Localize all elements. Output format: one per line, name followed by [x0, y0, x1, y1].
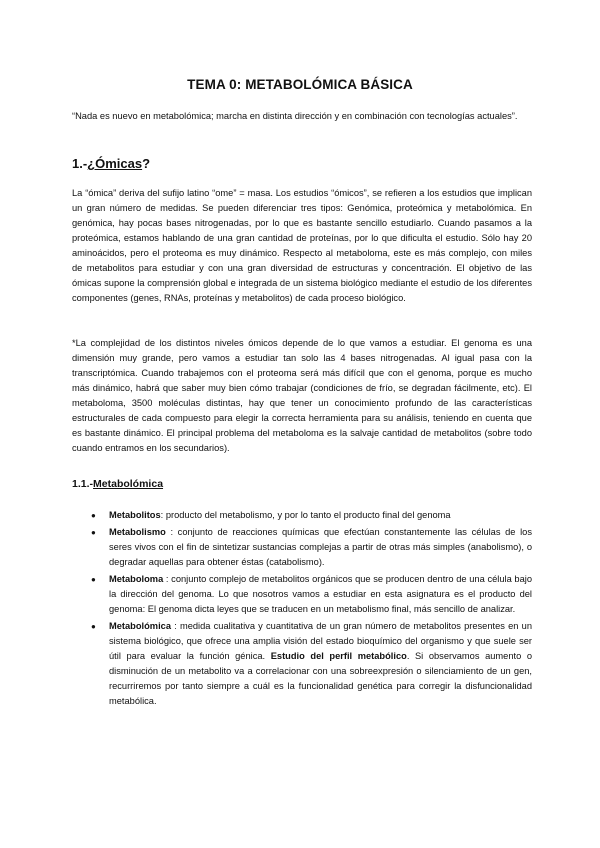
- term-metaboloma: Metaboloma: [109, 574, 164, 584]
- term-metabolomica: Metabolómica: [109, 621, 171, 631]
- section-1-paragraph-2: *La complejidad de los distintos niveles ómicos depende de lo que vamos a estudiar. El genoma es una dimensión muy grande, pero vamos a estudiar tan solo las 4 bases nitrogenadas. Al igual pasa con la transcriptómica. Cuando trabajemos con el proteoma será más difícil que con el genoma, porque es mucho más dinámico, habrá que saber muy bien cómo trabajar (condiciones de frío, se degradan fácilmente, etc). El metaboloma, 3500 moléculas distintas, hay que tener un conocimiento profundo de las características estructurales de cada compuesto para elegir la correcta herramienta para su análisis, teniendo en cuenta que es bastante dinámico. El principal problema del metaboloma es la salvaje cantidad de metabolitos (sobre todo cuando entramos en los secundarios).: [72, 338, 532, 453]
- definition-metabolomica-emphasis: Estudio del perfil metabólico: [270, 651, 407, 661]
- opening-quote: “Nada es nuevo en metabolómica; marcha en distinta dirección y en combinación con tecnologías actuales”.: [72, 111, 518, 121]
- list-item: [72, 619, 532, 709]
- section-1-1-title: Metabolómica: [93, 478, 164, 490]
- definition-metaboloma: : conjunto complejo de metabolitos orgánicos que se producen dentro de una célula bajo la dirección del genoma. Lo que nosotros vamos a estudiar en esta asignatura es el producto del genoma: El genoma dicta leyes que se traducen en un metabolismo final, más sencillo de analizar.: [109, 574, 532, 614]
- list-item: [72, 572, 532, 617]
- section-1-suffix: ?: [142, 156, 151, 171]
- bullet-icon: ●: [91, 528, 96, 537]
- term-metabolitos: Metabolitos: [109, 510, 161, 520]
- section-1-paragraph-1: La “ómica” deriva del sufijo latino “ome” = masa. Los estudios “ómicos”, se refieren a los estudios que implican un gran número de medidas. Se pueden diferenciar tres tipos: Genómica, proteómica y metabolómica. En genómica, hay pocas bases nitrogenadas, por lo que es bastante sencillo estudiarlo. Cuando pasamos a la proteómica, estamos hablando de una gran cantidad de proteínas, por lo que dificulta el estudio. Sólo hay 20 aminoácidos, pero el proteoma es muy dinámico. Respecto al metaboloma, este es más complejo, con miles de metabolitos para estudiar y con una gran diversidad de estructuras y concentración. El objetivo de las ómicas supone la comprensión global e integrada de un sistema biológico mediante el estudio de los diferentes componentes (genes, RNAs, proteínas y metabolitos) de cada proceso biológico.: [72, 188, 532, 303]
- section-1-title: ¿Ómicas: [87, 156, 143, 171]
- section-1-heading: [72, 156, 150, 171]
- term-metabolismo: Metabolismo: [109, 527, 166, 537]
- document-title: TEMA 0: METABOLÓMICA BÁSICA: [187, 77, 413, 92]
- definition-metabolitos: : producto del metabolismo, y por lo tanto el producto final del genoma: [160, 510, 451, 520]
- definitions-list: [72, 508, 532, 711]
- bullet-icon: ●: [91, 511, 96, 520]
- section-1-number: 1.-: [72, 156, 88, 171]
- bullet-icon: ●: [91, 575, 96, 584]
- section-1-1-heading: [72, 478, 163, 490]
- section-1-1-number: 1.1.-: [72, 478, 94, 490]
- list-item: [72, 525, 532, 570]
- bullet-icon: ●: [91, 622, 96, 631]
- definition-metabolismo: : conjunto de reacciones químicas que efectúan constantemente las células de los seres vivos con el fin de sintetizar sustancias complejas a partir de otras más simples (anabolismo), o degradar aquellas para obtener éstas (catabolismo).: [109, 527, 532, 567]
- definition-metabolomica-continued: . Si observamos aumento o disminución de un metabolito va a correlacionar con una sobreexpresión o silenciamiento de un gen, recurriremos por tanto siempre a cuál es la funcionalidad genética para corregir la disfuncionalidad metabólica.: [109, 651, 533, 706]
- definition-metabolomica: : medida cualitativa y cuantitativa de un gran número de metabolitos presentes en un sistema biológico, que ofrece una amplia visión del estado bioquímico del organismo y que suele ser útil para evaluar la función génica.: [109, 621, 532, 661]
- list-item: [72, 508, 532, 523]
